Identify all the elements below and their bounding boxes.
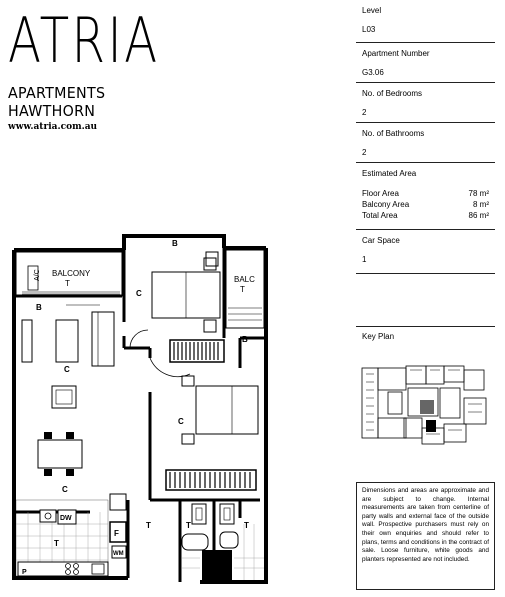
brand-tagline: APARTMENTS HAWTHORN [8,84,106,120]
balcony-left [16,252,122,296]
keyplan-highlight [426,420,436,432]
bath2-t-label: T [244,521,249,530]
brand-logo-text: ATRIA [8,4,160,77]
living-c-label: C [64,365,70,374]
brand-url[interactable]: www.atria.com.au [8,122,98,132]
area-value: 8 m² [473,200,489,209]
area-name: Total Area [362,211,398,220]
apartment-value: G3.06 [362,68,384,77]
area-name: Floor Area [362,189,399,198]
balcony-right [206,250,264,328]
bedroom-2 [150,335,266,500]
bed1-b-label: B [172,239,178,248]
p-label: P [22,569,27,576]
f-label: F [114,529,119,538]
carspace-value: 1 [362,255,367,264]
area-value: 78 m² [468,189,489,198]
bathrooms-value: 2 [362,148,367,157]
brand-block [8,4,188,132]
keyplan-divider [356,326,495,327]
balc-label: BALC [234,275,255,284]
keyplan-diagram [360,348,492,470]
area-table [362,189,489,221]
floorplan [0,228,290,590]
bathrooms-row [356,123,495,163]
bath1-t-label: T [186,521,191,530]
bedrooms-row [356,83,495,123]
bed2-b-label: B [242,335,248,344]
level-value: L03 [362,25,376,34]
bedroom-1 [124,239,224,362]
bathrooms-label: No. of Bathrooms [362,129,425,138]
living-area [22,303,114,494]
bed1-c-label: C [136,289,142,298]
area-value: 86 m² [468,211,489,220]
carspace-row [356,230,495,274]
kitchen-t-label: T [54,539,59,548]
bed2-c-label: C [178,417,184,426]
balcony-t-label: T [65,279,70,288]
apartment-label: Apartment Number [362,49,430,58]
area-row [356,163,495,230]
kitchen [16,494,151,578]
wm-label: WM [113,551,124,557]
bathrooms [180,500,264,582]
ac-label: A/C [34,269,41,281]
living-b-label: B [36,303,42,312]
balc-t-label: T [240,285,245,294]
disclaimer-box: Dimensions and areas are approximate and are subject to change. Internal measurements are taken from centerline of party walls and external face of the outside wall. Prospective purchasers must rely on their own enquiries and should refer to plans, terms and conditions in the contract of sale. Loose furniture, white goods and planters represented are not included. [356,482,495,590]
info-panel [356,0,495,274]
carspace-label: Car Space [362,236,400,245]
area-name: Balcony Area [362,200,410,209]
apartment-row [356,43,495,83]
level-row [356,0,495,43]
level-label: Level [362,6,382,15]
hall-t-label: T [146,521,151,530]
balcony-label: BALCONY [52,269,91,278]
bedrooms-value: 2 [362,108,367,117]
keyplan-title: Key Plan [362,332,395,341]
bedrooms-label: No. of Bedrooms [362,89,423,98]
area-label: Estimated Area [362,169,417,178]
dining-c-label: C [62,485,68,494]
dw-label: DW [60,515,72,522]
